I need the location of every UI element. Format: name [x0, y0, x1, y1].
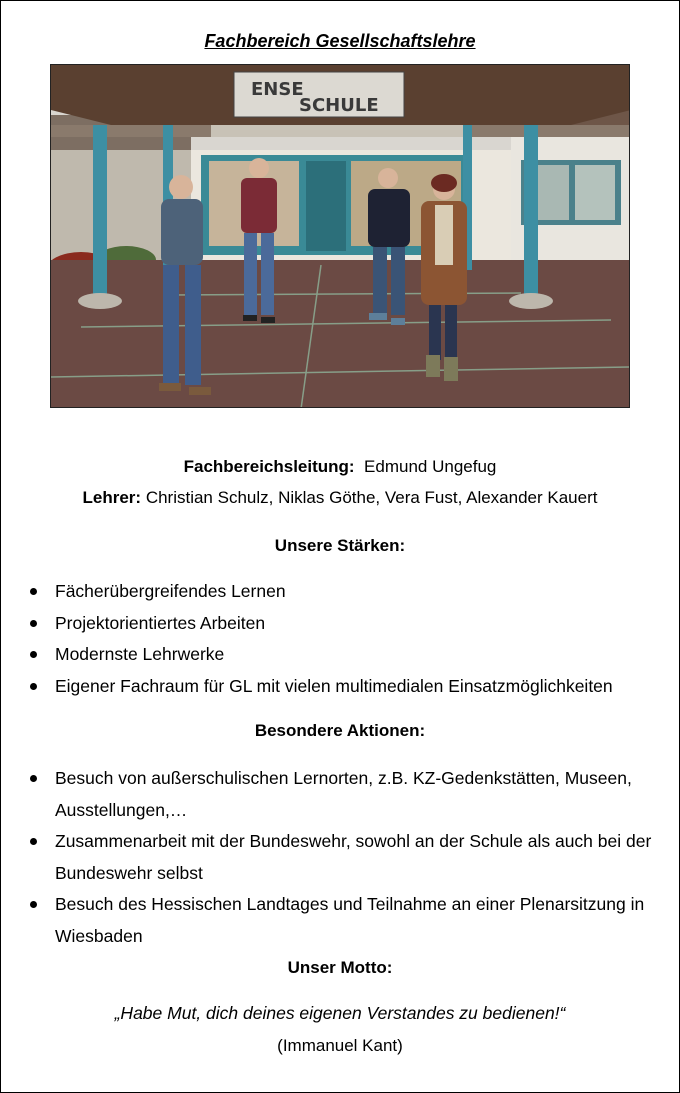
- staerken-list: [27, 576, 675, 702]
- motto-quote: „Habe Mut, dich deines eigenen Verstandes zu bedienen!“: [114, 1003, 566, 1023]
- sign-text-2: SCHULE: [299, 95, 379, 116]
- team-photo: [50, 64, 630, 408]
- aktionen-list: [27, 763, 675, 952]
- list-item: Eigener Fachraum für GL mit vielen multimedialen Einsatzmöglichkeiten: [27, 671, 675, 703]
- list-item: Projektorientiertes Arbeiten: [27, 608, 675, 640]
- list-item: Zusammenarbeit mit der Bundeswehr, sowohl an der Schule als auch bei der Bundeswehr selbst: [27, 826, 675, 889]
- list-item: Besuch des Hessischen Landtages und Teilnahme an einer Plenarsitzung in Wiesbaden: [27, 889, 675, 952]
- motto-heading: Unser Motto:: [287, 958, 393, 977]
- leitung-value: Edmund Ungefug: [364, 457, 497, 476]
- lehrer-label: Lehrer:: [82, 488, 142, 507]
- leitung-label: Fachbereichsleitung:: [183, 457, 355, 476]
- list-item: Fächerübergreifendes Lernen: [27, 576, 675, 608]
- list-item: Modernste Lehrwerke: [27, 639, 675, 671]
- lehrer-line: [1, 488, 679, 508]
- page-title: Fachbereich Gesellschaftslehre: [204, 31, 476, 51]
- aktionen-heading: Besondere Aktionen:: [254, 721, 426, 740]
- lehrer-value: Christian Schulz, Niklas Göthe, Vera Fust, Alexander Kauert: [145, 488, 598, 507]
- sign-text-1: ENSE: [251, 79, 304, 100]
- motto-author: (Immanuel Kant): [277, 1036, 403, 1055]
- leitung-line: [1, 457, 679, 477]
- staerken-heading: Unsere Stärken:: [274, 536, 406, 555]
- list-item: Besuch von außerschulischen Lernorten, z.B. KZ-Gedenkstätten, Museen, Ausstellungen,…: [27, 763, 675, 826]
